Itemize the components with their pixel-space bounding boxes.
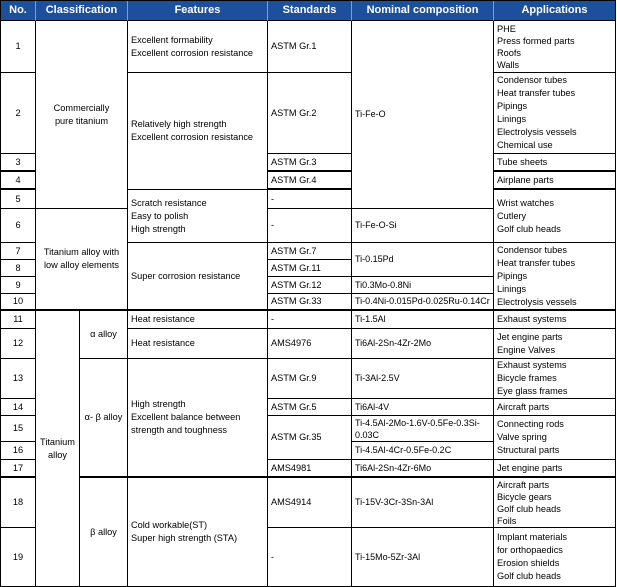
features-cell: [128, 359, 268, 478]
classification-beta-alloy: [80, 478, 128, 587]
application-line: Golf club heads: [497, 503, 561, 514]
application-line: Linings: [497, 114, 527, 124]
classification-titanium-alloy: [36, 311, 80, 587]
composition-cell: Ti-15Mo-5Zr-3Al: [352, 528, 494, 587]
row-number: 2: [1, 73, 36, 154]
header-classification: Classification: [36, 1, 128, 21]
applications-cell: [494, 460, 616, 478]
application-line: Tube sheets: [497, 156, 548, 167]
row-number: 19: [1, 528, 36, 587]
feature-line: High strength: [131, 399, 186, 409]
features-cell: [128, 190, 268, 243]
applications-cell: [494, 329, 616, 359]
applications-cell: [494, 311, 616, 329]
standard-cell: ASTM Gr.2: [268, 73, 352, 154]
row-number: 10: [1, 294, 36, 311]
application-line: Jet engine parts: [497, 462, 563, 473]
composition-cell: Ti6Al-4V: [352, 399, 494, 416]
application-line: Aircraft parts: [497, 401, 550, 412]
header-standards: Standards: [268, 1, 352, 21]
applications-cell: [494, 416, 616, 460]
features-cell: [128, 478, 268, 587]
standard-cell: AMS4976: [268, 329, 352, 359]
application-line: Heat transfer tubes: [497, 257, 576, 268]
application-line: Cutlery: [497, 210, 527, 221]
standard-cell: ASTM Gr.35: [268, 416, 352, 460]
row-number: 18: [1, 478, 36, 528]
standard-cell: -: [268, 190, 352, 209]
composition-cell: Ti-0.4Ni-0.015Pd-0.025Ru-0.14Cr: [352, 294, 494, 311]
standard-cell: ASTM Gr.3: [268, 154, 352, 172]
row-number: 13: [1, 359, 36, 399]
row-number: 16: [1, 442, 36, 460]
application-line: Valve spring: [497, 432, 547, 442]
classification-low-alloy: [36, 209, 128, 311]
classification-alpha-alloy: [80, 311, 128, 359]
applications-cell: [494, 243, 616, 311]
application-line: Walls: [497, 59, 520, 70]
application-line: Golf club heads: [497, 223, 561, 234]
row-number: 12: [1, 329, 36, 359]
application-line: Engine Valves: [497, 344, 556, 355]
feature-line: Heat resistance: [131, 338, 195, 348]
composition-line: 0.03C: [355, 429, 380, 440]
feature-line: Excellent balance between: [131, 412, 241, 422]
applications-cell: [494, 154, 616, 172]
application-line: Wrist watches: [497, 197, 555, 208]
composition-cell: Ti-Fe-O-Si: [352, 209, 494, 243]
application-line: Structural parts: [497, 445, 560, 455]
application-line: Linings: [497, 283, 527, 294]
features-cell: [128, 73, 268, 190]
header-nominal-composition: Nominal composition: [352, 1, 494, 21]
composition-cell: Ti-1.5Al: [352, 311, 494, 329]
applications-cell: [494, 359, 616, 399]
standard-cell: -: [268, 311, 352, 329]
applications-cell: [494, 478, 616, 528]
row-number: 7: [1, 243, 36, 260]
applications-cell: [494, 190, 616, 243]
application-line: Eye glass frames: [497, 386, 568, 396]
feature-line: Easy to polish: [131, 210, 189, 221]
standard-cell: ASTM Gr.1: [268, 21, 352, 73]
classification-line: α alloy: [90, 329, 117, 339]
application-line: for orthopaedics: [497, 545, 563, 555]
application-line: Pipings: [497, 270, 528, 281]
application-line: Exhaust systems: [497, 314, 567, 324]
application-line: Condensor tubes: [497, 75, 567, 85]
composition-cell: [352, 416, 494, 442]
composition-cell: Ti-3Al-2.5V: [352, 359, 494, 399]
classification-line: β alloy: [90, 526, 117, 537]
classification-alpha-beta-alloy: [80, 359, 128, 478]
application-line: Pipings: [497, 101, 528, 111]
feature-line: Excellent corrosion resistance: [131, 47, 254, 58]
applications-cell: [494, 73, 616, 154]
classification-line: low alloy elements: [43, 260, 120, 270]
standard-cell: -: [268, 209, 352, 243]
row-number: 6: [1, 209, 36, 243]
applications-cell: [494, 399, 616, 416]
application-line: Airplane parts: [497, 174, 554, 185]
standard-cell: ASTM Gr.9: [268, 359, 352, 399]
feature-line: High strength: [131, 223, 186, 234]
standard-cell: ASTM Gr.33: [268, 294, 352, 311]
application-line: Chemical use: [497, 140, 553, 150]
composition-cell: Ti-Fe-O: [352, 21, 494, 209]
applications-cell: [494, 528, 616, 587]
header-applications: Applications: [494, 1, 616, 21]
standard-cell: AMS4981: [268, 460, 352, 478]
application-line: Foils: [497, 515, 517, 526]
composition-line: Ti-4.5Al-2Mo-1.6V-0.5Fe-0.3Si-: [355, 417, 480, 428]
application-line: Roofs: [497, 47, 522, 58]
application-line: Connecting rods: [497, 419, 564, 429]
feature-line: Super corrosion resistance: [131, 270, 241, 281]
row-number: 4: [1, 172, 36, 190]
classification-line: α- β alloy: [84, 412, 123, 422]
feature-line: Relatively high strength: [131, 119, 227, 129]
standard-cell: AMS4914: [268, 478, 352, 528]
composition-cell: Ti-4.5Al-4Cr-0.5Fe-0.2C: [352, 442, 494, 460]
standard-cell: ASTM Gr.7: [268, 243, 352, 260]
feature-line: Scratch resistance: [131, 197, 207, 208]
feature-line: Excellent corrosion resistance: [131, 132, 254, 142]
row-number: 9: [1, 277, 36, 294]
features-cell: [128, 311, 268, 329]
row-number: 11: [1, 311, 36, 329]
composition-cell: Ti-15V-3Cr-3Sn-3Al: [352, 478, 494, 528]
standard-cell: ASTM Gr.5: [268, 399, 352, 416]
classification-line: Titanium: [40, 436, 75, 447]
applications-cell: [494, 21, 616, 73]
row-number: 1: [1, 21, 36, 73]
features-cell: [128, 329, 268, 359]
application-line: Condensor tubes: [497, 244, 567, 255]
standard-cell: ASTM Gr.4: [268, 172, 352, 190]
row-number: 8: [1, 260, 36, 277]
application-line: Exhaust systems: [497, 360, 567, 370]
application-line: Golf club heads: [497, 571, 561, 581]
classification-line: alloy: [48, 449, 67, 460]
row-number: 15: [1, 416, 36, 442]
composition-cell: Ti6Al-2Sn-4Zr-6Mo: [352, 460, 494, 478]
application-line: PHE: [497, 23, 516, 34]
application-line: Press formed parts: [497, 35, 575, 46]
row-number: 14: [1, 399, 36, 416]
standard-cell: ASTM Gr.12: [268, 277, 352, 294]
classification-line: Commercially: [53, 102, 110, 113]
application-line: Aircraft parts: [497, 479, 550, 490]
feature-line: Excellent formability: [131, 34, 213, 45]
composition-cell: Ti-0.15Pd: [352, 243, 494, 277]
row-number: 5: [1, 190, 36, 209]
feature-line: Super high strength (STA): [131, 533, 238, 543]
header-no: No.: [1, 1, 36, 21]
feature-line: Cold workable(ST): [131, 520, 208, 530]
application-line: Bicycle gears: [497, 491, 552, 502]
classification-line: pure titanium: [54, 115, 109, 126]
classification-commercially-pure: [36, 21, 128, 209]
standard-cell: -: [268, 528, 352, 587]
standard-cell: ASTM Gr.11: [268, 260, 352, 277]
application-line: Implant materials: [497, 532, 567, 542]
feature-line: Heat resistance: [131, 314, 195, 324]
application-line: Electrolysis vessels: [497, 296, 577, 307]
application-line: Heat transfer tubes: [497, 88, 576, 98]
features-cell: [128, 21, 268, 73]
classification-line: Titanium alloy with: [43, 247, 120, 257]
composition-cell: Ti6Al-2Sn-4Zr-2Mo: [352, 329, 494, 359]
application-line: Jet engine parts: [497, 331, 563, 342]
row-number: 17: [1, 460, 36, 478]
features-cell: [128, 243, 268, 311]
header-features: Features: [128, 1, 268, 21]
feature-line: strength and toughness: [131, 425, 228, 435]
application-line: Electrolysis vessels: [497, 127, 577, 137]
applications-cell: [494, 172, 616, 190]
application-line: Bicycle frames: [497, 373, 557, 383]
row-number: 3: [1, 154, 36, 172]
composition-cell: Ti0.3Mo-0.8Ni: [352, 277, 494, 294]
application-line: Erosion shields: [497, 558, 560, 568]
